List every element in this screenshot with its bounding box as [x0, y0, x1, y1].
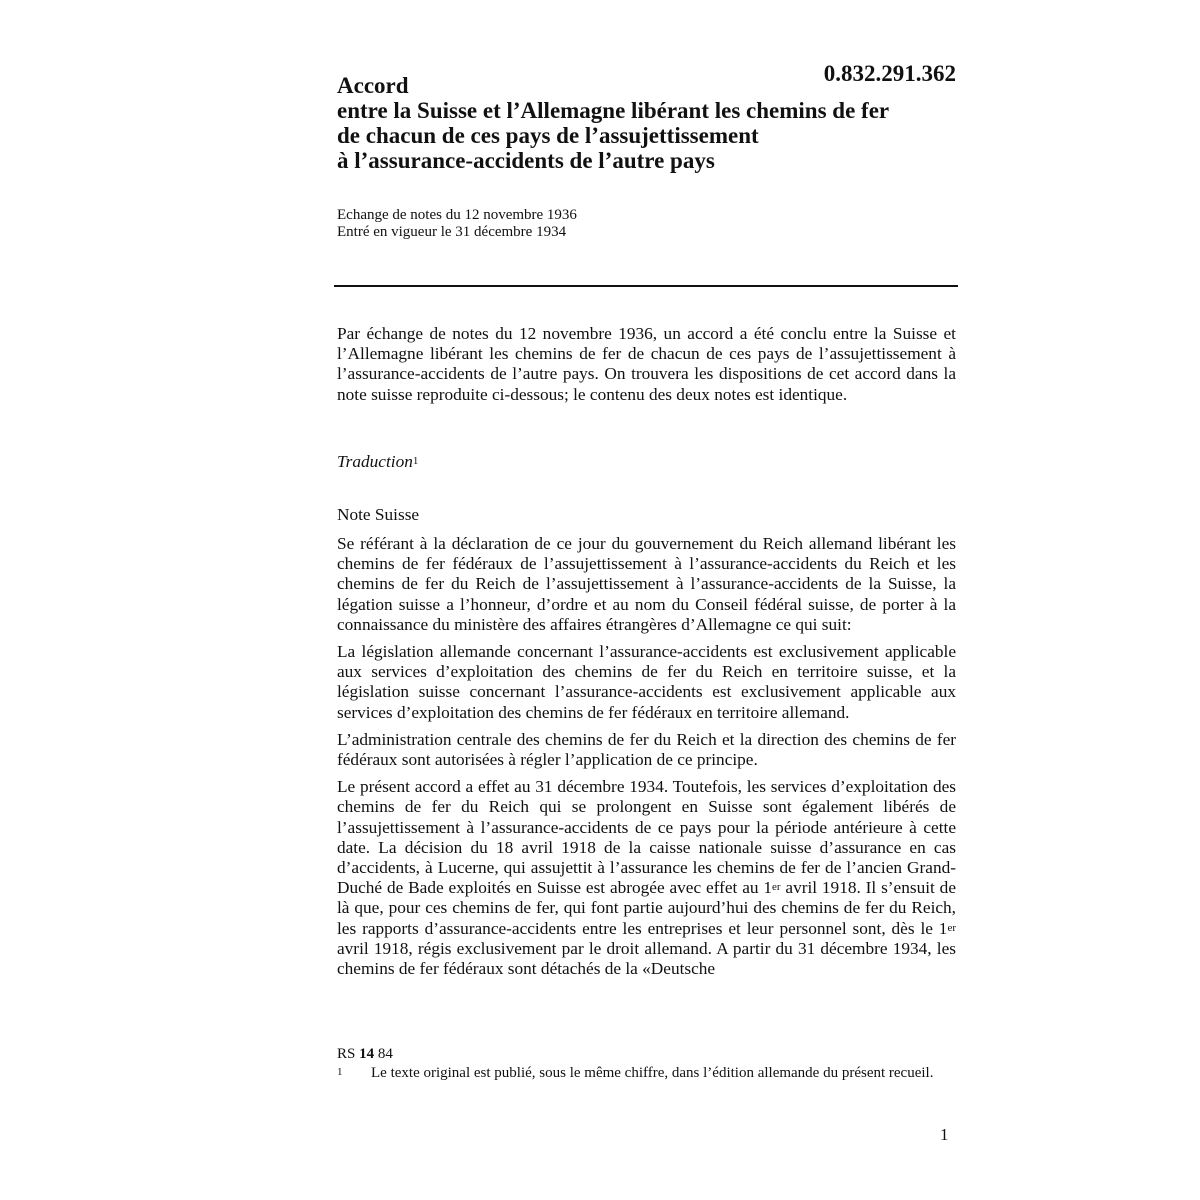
note-paragraph: Se référant à la déclaration de ce jour du gouvernement du Reich allemand libérant les chemins de fer fédéraux de l’assujettissement à l’assurance-accidents du Reich et les chemins de fer du Reich de l’assujettissement à l’assurance-accidents de la Suisse, la légation suisse a l’honneur, d’ordre et au nom du Conseil fédéral suisse, de porter à la connaissance du ministère des affaires étrangères d’Allemagne ce qui suit:	[337, 534, 956, 634]
document-meta	[337, 207, 957, 241]
rs-reference	[337, 1046, 937, 1063]
footnote-mark: 1	[337, 1066, 343, 1078]
page-number: 1	[940, 1125, 949, 1144]
traduction-label	[337, 452, 418, 472]
footnotes	[337, 1046, 937, 1082]
title-line: à l’assurance-accidents de l’autre pays	[337, 148, 715, 173]
footnote-text: Le texte original est publié, sous le même chiffre, dans l’édition allemande du présent recueil.	[371, 1065, 934, 1081]
text-segment: avril 1918. Il s’ensuit de là que, pour ces chemins de fer, qui font partie aujourd’hui des chemins de fer du Reich, les rapports d’assurance-accidents entre les entreprises et leur personnel sont, dès le 1	[337, 878, 956, 938]
note-body	[337, 534, 956, 986]
footnote-1	[337, 1065, 937, 1082]
rs-suffix: 84	[374, 1046, 393, 1062]
ordinal-superscript: er	[947, 921, 956, 934]
ordinal-superscript: er	[772, 881, 781, 894]
note-paragraph: L’administration centrale des chemins de fer du Reich et la direction des chemins de fer fédéraux sont autorisées à régler l’application de ce principe.	[337, 729, 956, 770]
intro-paragraph: Par échange de notes du 12 novembre 1936, un accord a été conclu entre la Suisse et l’Allemagne libérant les chemins de fer de chacun de ces pays de l’assujettissement à l’assurance-accidents de l’autre pays. On trouvera les dispositions de cet accord dans la note suisse reproduite ci-dessous; le contenu des deux notes est identique.	[337, 324, 956, 404]
footnote-ref[interactable]: 1	[412, 455, 419, 467]
header-divider	[334, 285, 958, 287]
note-paragraph: La législation allemande concernant l’assurance-accidents est exclusivement applicable aux services d’exploitation des chemins de fer du Reich en territoire suisse, et la législation suisse concernant l’assurance-accidents est exclusivement applicable aux services d’exploitation des chemins de fer fédéraux en territoire allemand.	[337, 642, 956, 722]
title-line: Accord	[337, 73, 409, 98]
rs-volume: 14	[359, 1046, 375, 1062]
traduction-text: Traduction	[337, 452, 413, 471]
rs-prefix: RS	[337, 1046, 360, 1062]
document-title	[337, 73, 957, 173]
title-line: de chacun de ces pays de l’assujettissement	[337, 123, 759, 148]
note-heading: Note Suisse	[337, 505, 420, 524]
intro-section	[337, 324, 956, 412]
text-segment: avril 1918, régis exclusivement par le droit allemand. A partir du 31 décembre 1934, les chemins de fer fédéraux sont détachés de la «Deutsche	[337, 938, 956, 979]
sr-number: 0.832.291.362	[823, 61, 956, 86]
text-segment: Le présent accord a effet au 31 décembre 1934. Toutefois, les services d’exploitation des chemins de fer du Reich qui se prolongent en Suisse sont également libérés de l’assujettissement à l’assurance-accidents de ce pays pour la période antérieure à cette date. La décision du 18 avril 1918 de la caisse nationale suisse d’assurance en cas d’accidents, à Lucerne, qui assujettit à l’assurance les chemins de fer de l’ancien Grand-Duché de Bade exploités en Suisse est abrogée avec effet au 1	[337, 777, 956, 898]
entry-into-force: Entré en vigueur le 31 décembre 1934	[337, 224, 567, 240]
note-paragraph-last	[337, 777, 956, 979]
title-line: entre la Suisse et l’Allemagne libérant les chemins de fer	[337, 98, 890, 123]
exchange-date: Echange de notes du 12 novembre 1936	[337, 207, 577, 223]
